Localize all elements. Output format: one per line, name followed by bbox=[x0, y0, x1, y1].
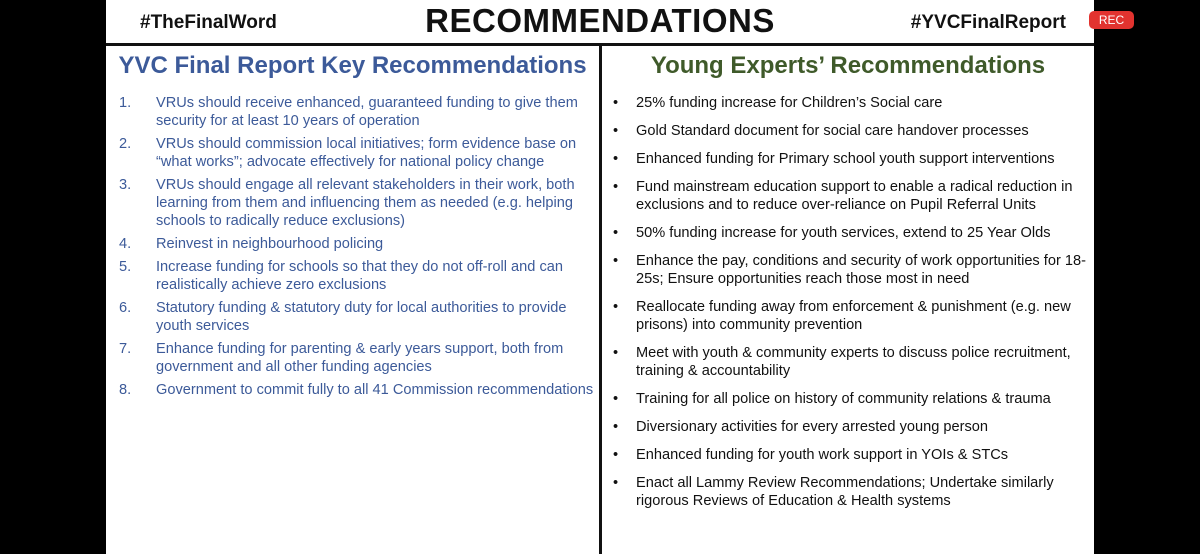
item-text: Reallocate funding away from enforcement & punishment (e.g. new prisons) into community prevention bbox=[636, 299, 1071, 333]
bullet-icon: • bbox=[613, 391, 619, 407]
item-number: 3. bbox=[119, 177, 132, 193]
list-item bbox=[602, 298, 1094, 334]
list-item bbox=[106, 258, 599, 294]
item-text: Gold Standard document for social care handover processes bbox=[636, 123, 1029, 139]
recording-indicator[interactable] bbox=[1089, 11, 1134, 29]
list-item bbox=[106, 381, 599, 399]
recording-label: REC bbox=[1098, 13, 1125, 27]
item-text: Fund mainstream education support to enable a radical reduction in exclusions and to reduce over-reliance on Pupil Referral Units bbox=[636, 179, 1073, 213]
bullet-icon: • bbox=[613, 225, 619, 241]
list-item bbox=[602, 224, 1094, 242]
bullet-icon: • bbox=[613, 419, 619, 435]
hashtag-left: #TheFinalWord bbox=[140, 12, 277, 33]
list-item bbox=[602, 418, 1094, 436]
item-text: Training for all police on history of community relations & trauma bbox=[636, 391, 1051, 407]
right-column-heading: Young Experts’ Recommendations bbox=[650, 52, 1046, 79]
item-text: VRUs should receive enhanced, guaranteed funding to give them security for at least 10 years of operation bbox=[156, 95, 578, 129]
bullet-icon: • bbox=[613, 447, 619, 463]
item-number: 4. bbox=[119, 236, 132, 252]
item-number: 7. bbox=[119, 341, 132, 357]
item-text: Statutory funding & statutory duty for local authorities to provide youth services bbox=[156, 300, 567, 334]
item-number: 6. bbox=[119, 300, 132, 316]
item-text: Enhance funding for parenting & early years support, both from government and all other funding agencies bbox=[156, 341, 564, 375]
slide-title: RECOMMENDATIONS bbox=[425, 2, 775, 39]
list-item bbox=[106, 235, 599, 253]
bullet-icon: • bbox=[613, 95, 619, 111]
list-item bbox=[106, 299, 599, 335]
yvc-recommendations-column bbox=[106, 46, 599, 554]
bullet-icon: • bbox=[613, 253, 619, 269]
item-text: Government to commit fully to all 41 Commission recommendations bbox=[156, 382, 594, 398]
bullet-icon: • bbox=[613, 475, 619, 491]
list-item bbox=[602, 344, 1094, 380]
hashtag-right: #YVCFinalReport bbox=[910, 12, 1066, 33]
young-experts-list bbox=[602, 94, 1094, 520]
item-text: 25% funding increase for Children’s Social care bbox=[636, 95, 943, 111]
list-item bbox=[602, 178, 1094, 214]
item-text: Enhanced funding for youth work support in YOIs & STCs bbox=[636, 447, 1009, 463]
item-text: Meet with youth & community experts to discuss police recruitment, training & accountability bbox=[636, 345, 1071, 379]
item-number: 8. bbox=[119, 382, 132, 398]
list-item bbox=[106, 94, 599, 130]
bullet-icon: • bbox=[613, 179, 619, 195]
list-item bbox=[602, 122, 1094, 140]
bullet-icon: • bbox=[613, 151, 619, 167]
bullet-icon: • bbox=[613, 299, 619, 315]
item-text: Reinvest in neighbourhood policing bbox=[156, 236, 384, 252]
item-text: VRUs should commission local initiatives; form evidence base on “what works”; advocate effectively for national policy change bbox=[156, 136, 577, 170]
yvc-recommendations-list bbox=[106, 94, 599, 404]
presentation-slide bbox=[106, 0, 1094, 554]
list-item bbox=[602, 390, 1094, 408]
item-text: Diversionary activities for every arrested young person bbox=[636, 419, 989, 435]
item-text: VRUs should engage all relevant stakeholders in their work, both learning from them and influencing them as needed (e.g. helping schools to radically reduce exclusions) bbox=[156, 177, 575, 229]
item-number: 2. bbox=[119, 136, 132, 152]
bullet-icon: • bbox=[613, 123, 619, 139]
item-text: Enact all Lammy Review Recommendations; Undertake similarly rigorous Reviews of Education & Health systems bbox=[636, 475, 1054, 509]
left-column-heading: YVC Final Report Key Recommendations bbox=[118, 52, 587, 79]
list-item bbox=[602, 150, 1094, 168]
list-item bbox=[106, 340, 599, 376]
list-item bbox=[602, 252, 1094, 288]
item-text: 50% funding increase for youth services, extend to 25 Year Olds bbox=[636, 225, 1051, 241]
list-item bbox=[106, 176, 599, 230]
list-item bbox=[602, 474, 1094, 510]
list-item bbox=[602, 446, 1094, 464]
item-number: 1. bbox=[119, 95, 132, 111]
item-text: Increase funding for schools so that they do not off-roll and can realistically achieve zero exclusions bbox=[156, 259, 563, 293]
item-text: Enhance the pay, conditions and security of work opportunities for 18-25s; Ensure opportunities reach those most in need bbox=[636, 253, 1086, 287]
item-text: Enhanced funding for Primary school youth support interventions bbox=[636, 151, 1055, 167]
list-item bbox=[106, 135, 599, 171]
young-experts-column bbox=[602, 46, 1094, 554]
item-number: 5. bbox=[119, 259, 132, 275]
list-item bbox=[602, 94, 1094, 112]
bullet-icon: • bbox=[613, 345, 619, 361]
